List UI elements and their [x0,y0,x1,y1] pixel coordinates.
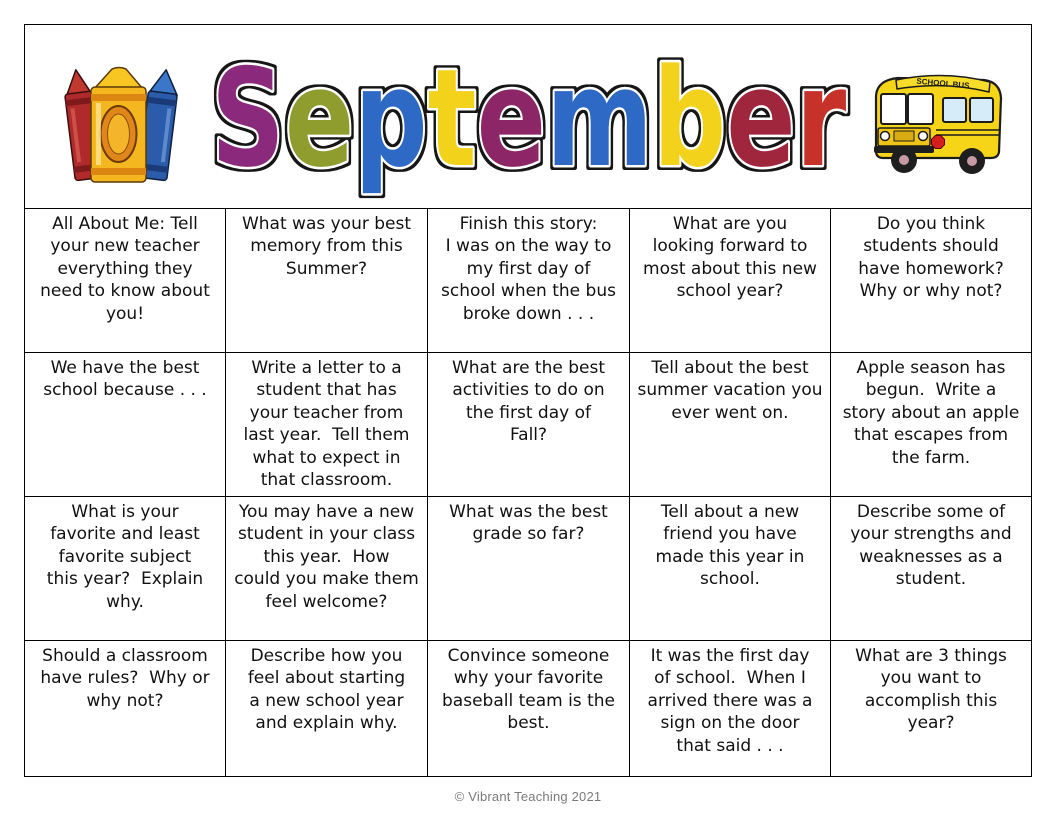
prompt-cell [226,497,428,641]
bus-window [970,98,993,122]
prompt-text: We have the best school because . . . [43,358,207,401]
prompt-text: Describe some of your strengths and weaknesses as a student. [850,502,1012,590]
copyright-footer: © Vibrant Teaching 2021 [454,789,602,804]
bus-headlight [881,132,890,141]
bus-wheel-hub [967,156,977,166]
title-letter: b [652,41,727,198]
title-text [211,41,846,198]
title-letter: e [726,41,796,198]
prompt-cell [25,641,226,776]
bus-grille [894,131,914,141]
title-letter: m [546,41,653,198]
prompt-text: Convince someone why your favorite baseball team is the best. [442,646,615,734]
prompt-cell [831,353,1031,497]
prompt-cell [428,497,630,641]
prompt-text: It was the first day of school. When I arrived there was a sign on the door that said . . . [647,646,813,756]
prompt-text: Tell about a new friend you have made this year in school. [655,502,805,590]
bus-window [943,98,966,122]
prompt-cell [428,209,630,353]
prompt-cell [226,641,428,776]
bus-windshield [881,94,906,124]
prompt-text: Describe how you feel about starting a new school year and explain why. [247,646,406,734]
title-letter: t [427,41,477,198]
prompt-text: What is your favorite and least favorite subject this year? Explain why. [46,502,204,612]
prompt-cell [630,497,831,641]
prompt-cell [630,353,831,497]
title-letter: p [354,41,428,198]
prompt-text: Apple season has begun. Write a story about an apple that escapes from the farm. [842,358,1020,468]
prompt-cell [630,209,831,353]
prompt-text: What are 3 things you want to accomplish this year? [855,646,1007,734]
prompt-cell [831,209,1031,353]
prompt-cell [831,641,1031,776]
prompt-text: Should a classroom have rules? Why or why not? [40,646,210,711]
prompt-text: Write a letter to a student that has your teacher from last year. Tell them what to expect in that classroom. [243,358,410,491]
bus-windshield [908,94,933,124]
prompt-cell [25,353,226,497]
prompt-cell [428,353,630,497]
worksheet [24,24,1032,777]
title-letter: e [476,41,547,198]
header-banner [25,25,1031,209]
prompt-cell [831,497,1031,641]
prompt-text: Do you think students should have homework? Why or why not? [858,214,1004,302]
prompt-text: You may have a new student in your class this year. How could you make them feel welcome? [234,502,419,612]
bus-wheel-hub [899,155,909,165]
prompt-text: What are the best activities to do on the first day of Fall? [451,358,606,446]
prompt-text: What was the best grade so far? [449,502,608,545]
title-letter: S [211,41,285,198]
school-bus-icon [868,70,1008,182]
prompt-cell [428,641,630,776]
prompt-text: Finish this story: I was on the way to my first day of school when the bus broke down . . . [441,214,616,324]
prompt-cell [226,353,428,497]
title-letter: r [795,41,847,198]
prompt-cell [25,497,226,641]
prompt-text: What was your best memory from this Summer? [241,214,412,279]
prompt-text: Tell about the best summer vacation you ever went on. [637,358,823,423]
bus-sign-text: SCHOOL BUS [916,76,970,91]
stop-sign-icon [932,136,945,149]
prompt-cell [25,209,226,353]
prompt-grid [25,209,1031,776]
title-letter: e [284,41,355,198]
prompt-text: All About Me: Tell your new teacher everything they need to know about you! [40,214,210,324]
prompt-cell [226,209,428,353]
bus-headlight [919,132,928,141]
prompt-cell [630,641,831,776]
prompt-text: What are you looking forward to most about this new school year? [643,214,817,302]
